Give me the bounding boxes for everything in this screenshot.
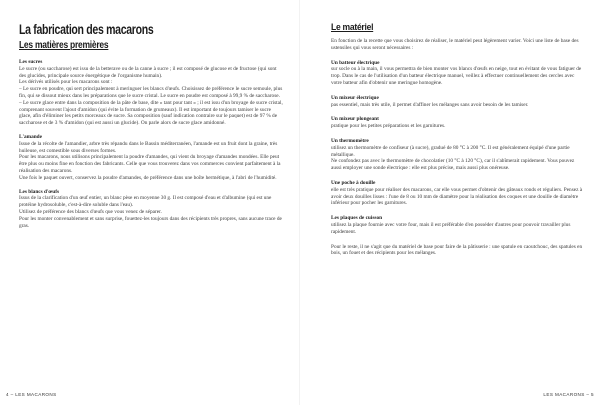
section-heading: Les blancs d'œufs	[19, 188, 60, 195]
section-thermometre	[331, 138, 585, 172]
paragraph: sur socle ou à la main, il vous permettra de bien monter vos blancs d'œufs en neige, tout en évitant de vous fatiguer de trop. Dans le cas de l'utilisation d'un batteur électrique manuel, veillez à effectuer continuellement des cercles avec votre batteur afin d'obtenir une meringue homogène.	[331, 66, 582, 86]
section-heading: Un mixeur électrique	[331, 94, 379, 101]
section-mixeur-plongeant	[331, 116, 585, 130]
paragraph: Utilisez de préférence des blancs d'œufs que vous venez de séparer.	[19, 208, 162, 215]
intro-paragraph: En fonction de la recette que vous choisirez de réaliser, le matériel peut légèrement varier. Voici une liste de base des ustensiles qui vous seront nécessaires :	[331, 38, 579, 51]
section-heading: Un batteur électrique	[331, 59, 380, 66]
paragraph: utilisez la plaque fournie avec votre four, mais il est préférable d'en posséder d'autres pour pouvoir travailler plus rapidement.	[331, 221, 571, 235]
section-heading: Les plaques de cuisson	[331, 215, 383, 222]
outro-paragraph: Pour le reste, il ne s'agit que du matériel de base pour faire de la pâtisserie : une spatule en caoutchouc, des spatules en bois, un fouet et des récipients pour les mélanges.	[331, 243, 583, 257]
right-page	[300, 0, 600, 405]
paragraph: Le sucre (ou saccharose) est issu de la betterave ou de la canne à sucre ; il est composé de glucose et de fructose (qui sont des glucides, principale source énergétique de l'organisme humain).	[19, 65, 277, 79]
paragraph: Pour les macarons, nous utilisons principalement la poudre d'amandes, qui vient du broyage d'amandes mondées. Elle peut être plus ou moins fine en fonction des fabricants. Celle que vous trouverez dans vos commerces convient parfaitement à la réalisation des macarons.	[19, 154, 281, 174]
section-heading: Un thermomètre	[331, 137, 369, 144]
section-blancs-oeufs	[19, 189, 283, 230]
section-heading: Un mixeur plongeant	[331, 116, 379, 123]
paragraph: – Le sucre glace entre dans la composition de la pâte de base, dite « tant pour tant » ; il est issu d'un broyage de sucre cristal, comprenant souvent l'ajout d'amidon (qui évite la formation de grumeaux). Il est important de toujours tamiser le sucre glace, afin d'éliminer les petits morceaux de sucre. Sa composition (sauf indication contraire sur le paquet) est de 97 % de saccharose et de 3 % d'amidon (qui est aussi un glucide). On parle alors de sucre glace amidonné.	[19, 99, 283, 127]
section-batteur	[331, 60, 585, 87]
paragraph: Issus de la clarification d'un œuf entier, un blanc pèse en moyenne 30 g. Il est composé d'eau et d'albumine (qui est une protéine hydrosoluble, c'est-à-dire soluble dans l'eau).	[19, 195, 272, 209]
section-sucres	[19, 59, 283, 127]
section-heading: Une poche à douille	[331, 179, 376, 186]
section-poche-douille	[331, 180, 585, 207]
page-number-right: LES MACARONS – 5	[543, 392, 594, 397]
paragraph: Pour les monter convenablement et sans surprise, fouettez-les toujours dans des récipients très propres, sans aucune trace de gras.	[19, 215, 282, 229]
section-heading: L'amande	[19, 133, 42, 140]
left-column	[19, 22, 283, 229]
section-title: Le matériel	[331, 22, 374, 33]
paragraph: utilisez un thermomètre de confiseur (à sucre), gradué de 80 °C à 200 °C. Il est généralement équipé d'une partie métallique.	[331, 144, 570, 158]
right-column	[331, 22, 585, 257]
page-title: La fabrication des macarons	[19, 22, 154, 37]
paragraph: Issue de la récolte de l'amandier, arbre très répandu dans le Bassin méditerranéen, l'amande est un fruit dont la graine, très huileuse, est comestible sous diverses formes.	[19, 140, 278, 154]
section-title: Les matières premières	[19, 40, 109, 51]
section-plaques-cuisson	[331, 215, 585, 235]
paragraph: Ne confondez pas avec le thermomètre de chocolatier (10 °C à 120 °C), car il s'abîmerait rapidement. Vous pouvez aussi employer une sonde électrique : elle est plus précise, mais aussi plus onéreuse.	[331, 158, 575, 172]
section-mixeur	[331, 95, 585, 109]
paragraph: pratique pour les petites préparations et les garnitures.	[331, 123, 446, 130]
section-heading: Les sucres	[19, 59, 43, 65]
paragraph: Les dérivés utilisés pour les macarons sont :	[19, 79, 113, 86]
paragraph: elle est très pratique pour réaliser des macarons, car elle vous permet d'obtenir des gâteaux ronds et réguliers. Pensez à avoir deux douilles lisses : l'une de 8 ou 10 mm de diamètre pour la réalisation des coques et une douille de diamètre inférieur pour pocher les garnitures.	[331, 186, 583, 207]
paragraph: – Le sucre en poudre, qui sert principalement à meringuer les blancs d'œufs. Choisissez de préférence le sucre semoule, plus fin, qui se dissout mieux dans les préparations que le sucre cristal. Le sucre en poudre est composé à 99,9 % de saccharose.	[19, 86, 283, 99]
paragraph: pas essentiel, mais très utile, il permet d'affiner les mélanges sans avoir besoin de les tamiser.	[331, 101, 529, 108]
page-number-left: 4 – LES MACARONS	[6, 392, 57, 397]
paragraph: Une fois le paquet ouvert, conservez la poudre d'amandes, de préférence dans une boîte hermétique, à l'abri de l'humidité.	[19, 174, 277, 181]
section-amande	[19, 134, 283, 182]
